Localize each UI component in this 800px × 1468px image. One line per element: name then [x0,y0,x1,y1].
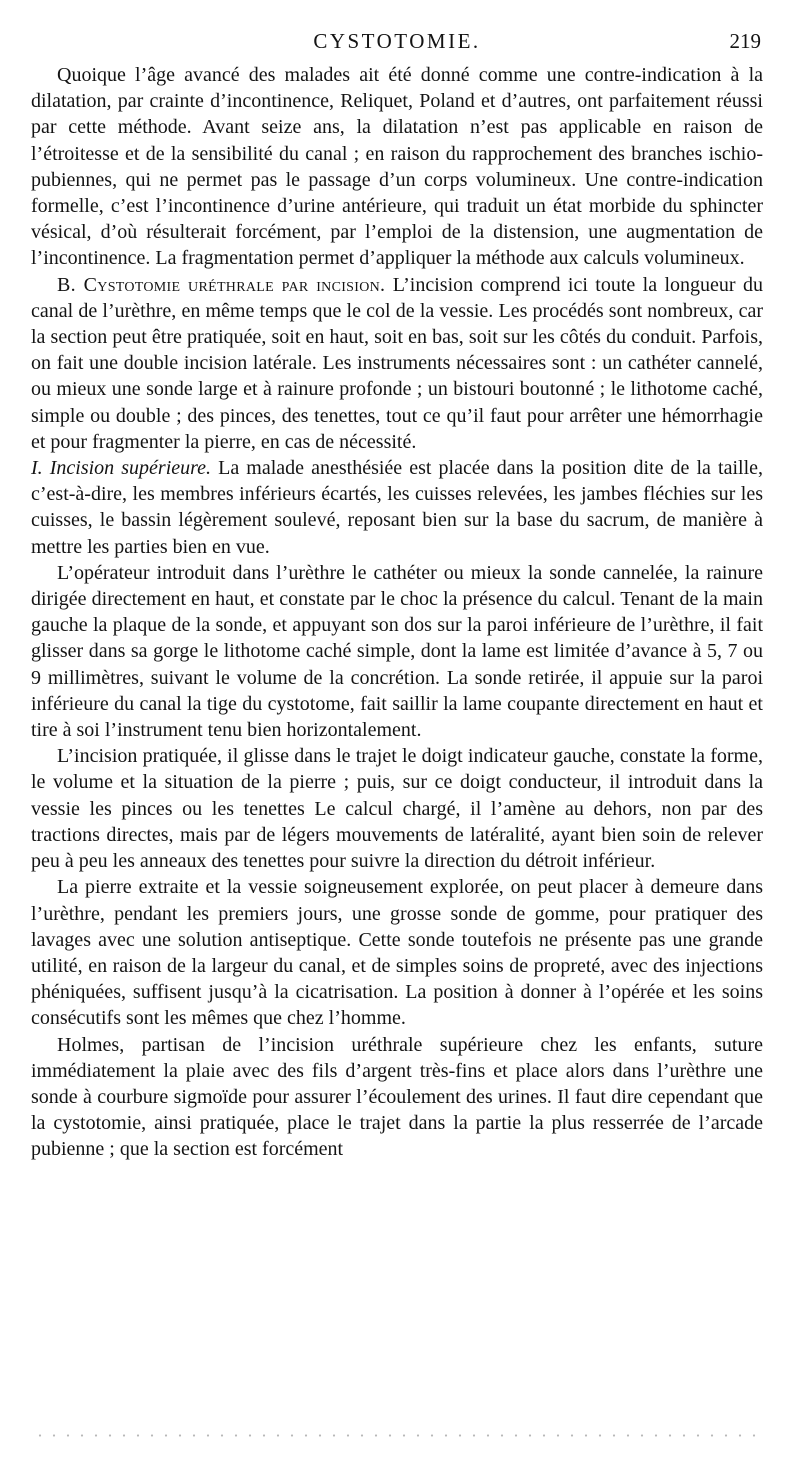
paragraph-text: L’opérateur introduit dans l’urèthre le cathéter ou mieux la sonde cannelée, la rainure dirigée directement en haut, et constate par le choc la présence du calcul. Tenant de la main gauche la plaque de la sonde, et appuyant son dos sur la paroi inférieure de l’urèthre, il fait glisser dans sa gorge le lithotome caché simple, dont la lame est limitée d’avance à 5, 7 ou 9 millimètres, suivant le volume de la concrétion. La sonde retirée, il appuie sur la paroi inférieure du canal la tige du cystotome, fait saillir la lame coupante directement en haut et tire à soi l’instrument tenu bien horizontalement. [31,561,763,742]
body-text [31,62,763,1163]
paragraph-contraindications [31,62,763,272]
paragraph-text: La pierre extraite et la vessie soigneusement explorée, on peut placer à demeure dans l’urèthre, pendant les premiers jours, une grosse sonde de gomme, pour pratiquer des lavages avec une solution antiseptique. Cette sonde toutefois ne présente pas une grande utilité, en raison de la largeur du canal, et de simples soins de propreté, avec des injections phéniquées, suffisent jusqu’à la cicatrisation. La position à donner à l’opérée et les soins consécutifs sont les mêmes que chez l’homme. [31,876,763,1030]
page-number: 219 [729,29,761,53]
page-header [31,28,763,54]
paragraph-text: L’incision comprend ici toute la longueur du canal de l’urèthre, en même temps que le col de la vessie. Les procédés sont nombreux, car la section peut être pratiquée, soit en haut, soit en bas, soit sur les côtés du conduit. Parfois, on fait une double incision latérale. Les instruments nécessaires sont : un cathéter cannelé, ou mieux une sonde large et à rainure profonde ; un bistouri boutonné ; le lithotome caché, simple ou double ; des pinces, des tenettes, tout ce qu’il faut pour arrêter une hémorrhagie et pour fragmenter la pierre, en cas de nécessité. [31,273,763,453]
bleed-through-dots [33,1434,763,1437]
subsection-heading: I. Incision supérieure. [31,457,212,480]
paragraph-pierre-extraite [31,874,763,1031]
paragraph-operateur [31,560,763,743]
running-title: CYSTOTOMIE. [313,29,481,53]
paragraph-section-b [31,272,763,455]
section-heading: B. Cystotomie uréthrale par incision. [57,273,386,296]
paragraph-text: L’incision pratiquée, il glisse dans le trajet le doigt indicateur gauche, constate la forme, le volume et la situation de la pierre ; puis, sur ce doigt conducteur, il introduit dans la vessie les pinces ou les tenettes Le calcul chargé, il l’amène au dehors, non par des tractions directes, mais par de légers mouvements de latéralité, ayant bien soin de relever peu à peu les anneaux des tenettes pour suivre la direction du détroit inférieur. [31,745,763,873]
paragraph-incision-superieure [31,455,763,560]
paragraph-text: Holmes, partisan de l’incision uréthrale supérieure chez les enfants, suture immédiatement la plaie avec des fils d’argent très-fins et place alors dans l’urèthre une sonde à courbure sigmoïde pour assurer l’écoulement des urines. Il faut dire cependant que la cystotomie, ainsi pratiquée, place le trajet dans la partie la plus resserrée de l’arcade pubienne ; que la section est forcément [31,1033,763,1161]
paragraph-text: Quoique l’âge avancé des malades ait été donné comme une contre-indication à la dilatation, par crainte d’incontinence, Reliquet, Poland et d’autres, ont parfaitement réussi par cette méthode. Avant seize ans, la dilatation n’est pas applicable en raison de l’étroitesse et de la sensibilité du canal ; en raison du rapprochement des branches ischio-pubiennes, qui ne permet pas le passage d’un corps volumineux. Une contre-indication formelle, c’est l’incontinence d’urine antérieure, qui traduit un état morbide du sphincter vésical, d’où résulterait forcément, par l’emploi de la distension, une augmentation de l’incontinence. La fragmentation permet d’appliquer la méthode aux calculs volumineux. [31,64,763,270]
book-page [31,28,763,1163]
paragraph-incision-pratiquee [31,743,763,874]
paragraph-text: La malade anesthésiée est placée dans la position dite de la taille, c’est-à-dire, les membres inférieurs écartés, les cuisses relevées, les jambes fléchies sur les cuisses, le bassin légèrement soulevé, reposant bien sur la base du sacrum, de manière à mettre les parties bien en vue. [31,457,763,558]
paragraph-holmes [31,1032,763,1163]
